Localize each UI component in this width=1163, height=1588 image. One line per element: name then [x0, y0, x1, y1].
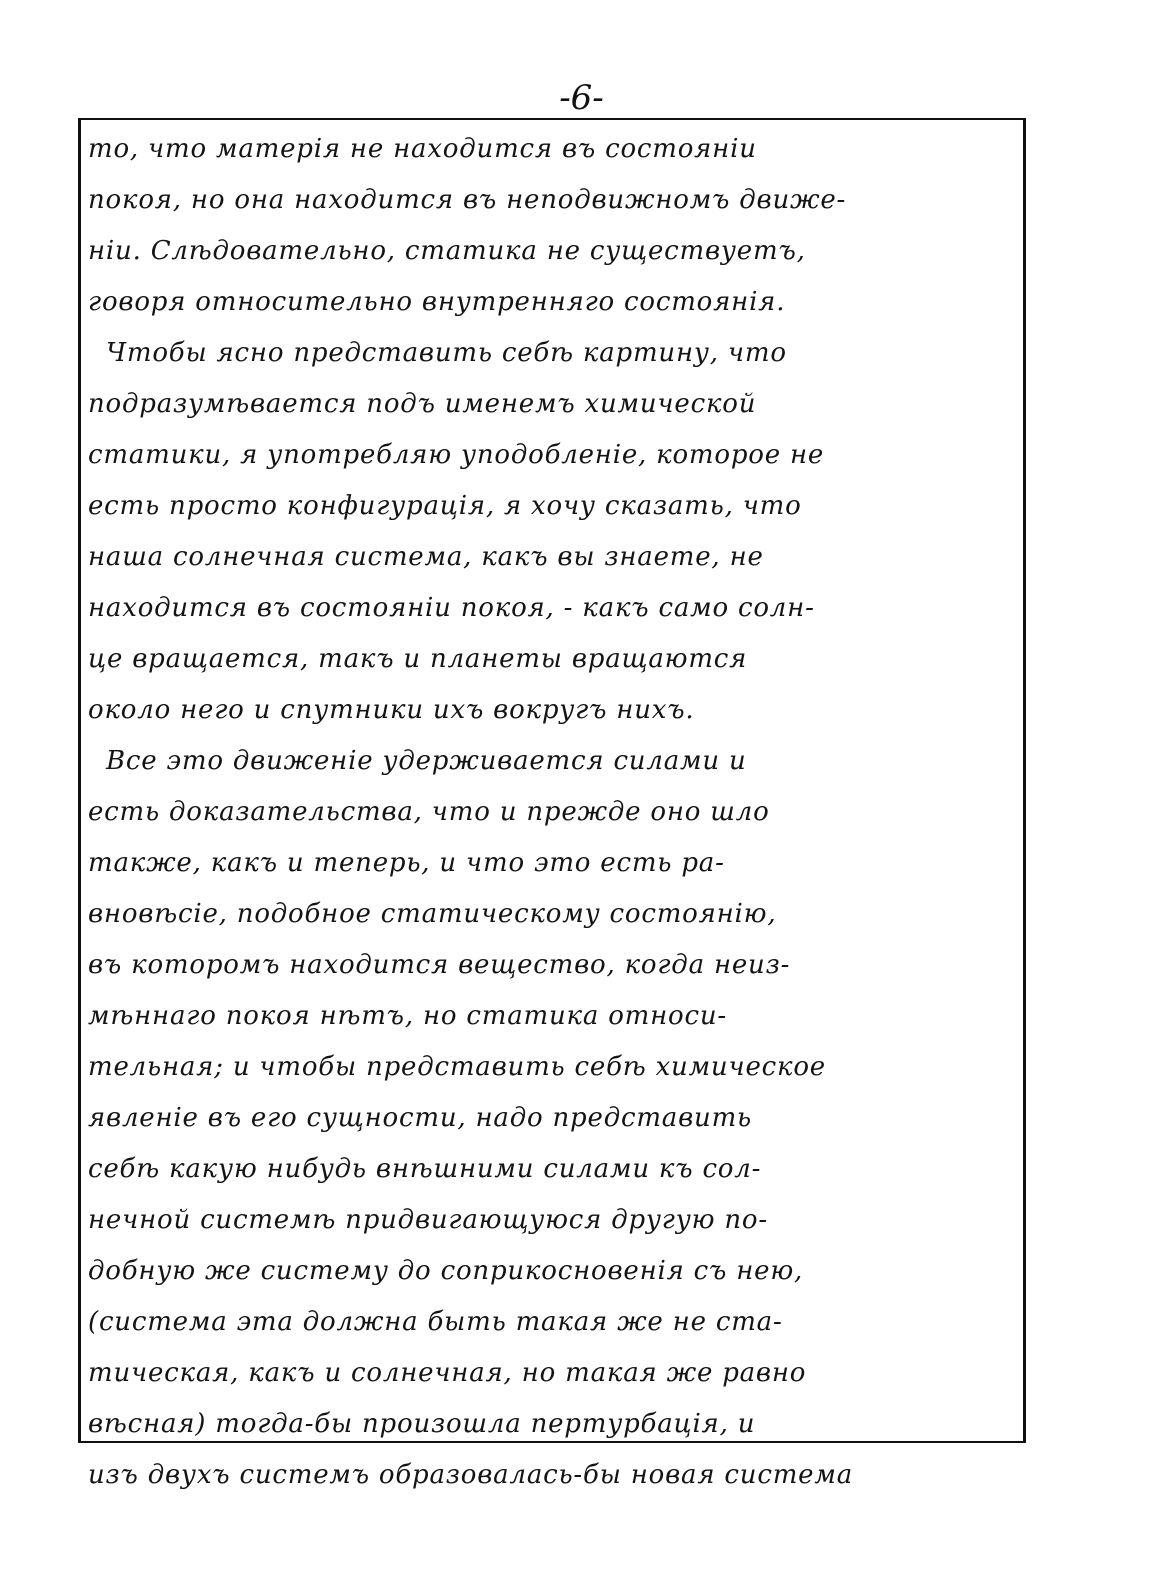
- manuscript-line: добную же систему до соприкосновенія съ нею,: [88, 1256, 804, 1286]
- manuscript-line: вновѣсіе, подобное статическому состоянію,: [88, 899, 777, 929]
- manuscript-line: то, что матерія не находится въ состояніи: [88, 134, 757, 164]
- manuscript-line: тельная; и чтобы представить себѣ химическое: [88, 1052, 826, 1082]
- manuscript-line: тическая, какъ и солнечная, но такая же равно: [88, 1358, 807, 1388]
- manuscript-line: нечной системѣ придвигающуюся другую по-: [88, 1205, 768, 1235]
- manuscript-line: есть доказательства, что и прежде оно шло: [88, 797, 770, 827]
- manuscript-line: ніи. Слѣдовательно, статика не существуетъ,: [88, 236, 806, 266]
- manuscript-line: говоря относительно внутренняго состоянія.: [88, 287, 786, 317]
- manuscript-line: це вращается, такъ и планеты вращаются: [88, 644, 748, 674]
- manuscript-line: около него и спутники ихъ вокругъ нихъ.: [88, 695, 695, 725]
- manuscript-line: мѣннаго покоя нѣтъ, но статика относи-: [88, 1001, 727, 1031]
- manuscript-line: есть просто конфигурація, я хочу сказать, что: [88, 491, 802, 521]
- manuscript-lines: [88, 124, 1020, 1501]
- manuscript-line: Чтобы ясно представить себѣ картину, что: [106, 338, 787, 368]
- manuscript-line: находится въ состояніи покоя, - какъ само солн-: [88, 593, 815, 623]
- manuscript-line: статики, я употребляю уподобленіе, которое не: [88, 440, 825, 470]
- manuscript-line: подразумѣвается подъ именемъ химической: [88, 389, 757, 419]
- manuscript-line: вѣсная) тогда-бы произошла пертурбація, и: [88, 1409, 756, 1439]
- manuscript-line: покоя, но она находится въ неподвижномъ движе-: [88, 185, 847, 215]
- page-number: -6-: [559, 78, 604, 118]
- manuscript-line: изъ двухъ системъ образовалась-бы новая система: [88, 1460, 853, 1490]
- manuscript-line: себѣ какую нибудь внѣшними силами къ сол-: [88, 1154, 762, 1184]
- manuscript-line: явленіе въ его сущности, надо представить: [88, 1103, 752, 1133]
- manuscript-line: (система эта должна быть такая же не ста-: [88, 1307, 783, 1337]
- manuscript-line: въ которомъ находится вещество, когда неиз-: [88, 950, 791, 980]
- manuscript-line: Все это движеніе удерживается силами и: [106, 746, 747, 776]
- manuscript-line: также, какъ и теперь, и что это есть ра-: [88, 848, 725, 878]
- manuscript-line: наша солнечная система, какъ вы знаете, не: [88, 542, 764, 572]
